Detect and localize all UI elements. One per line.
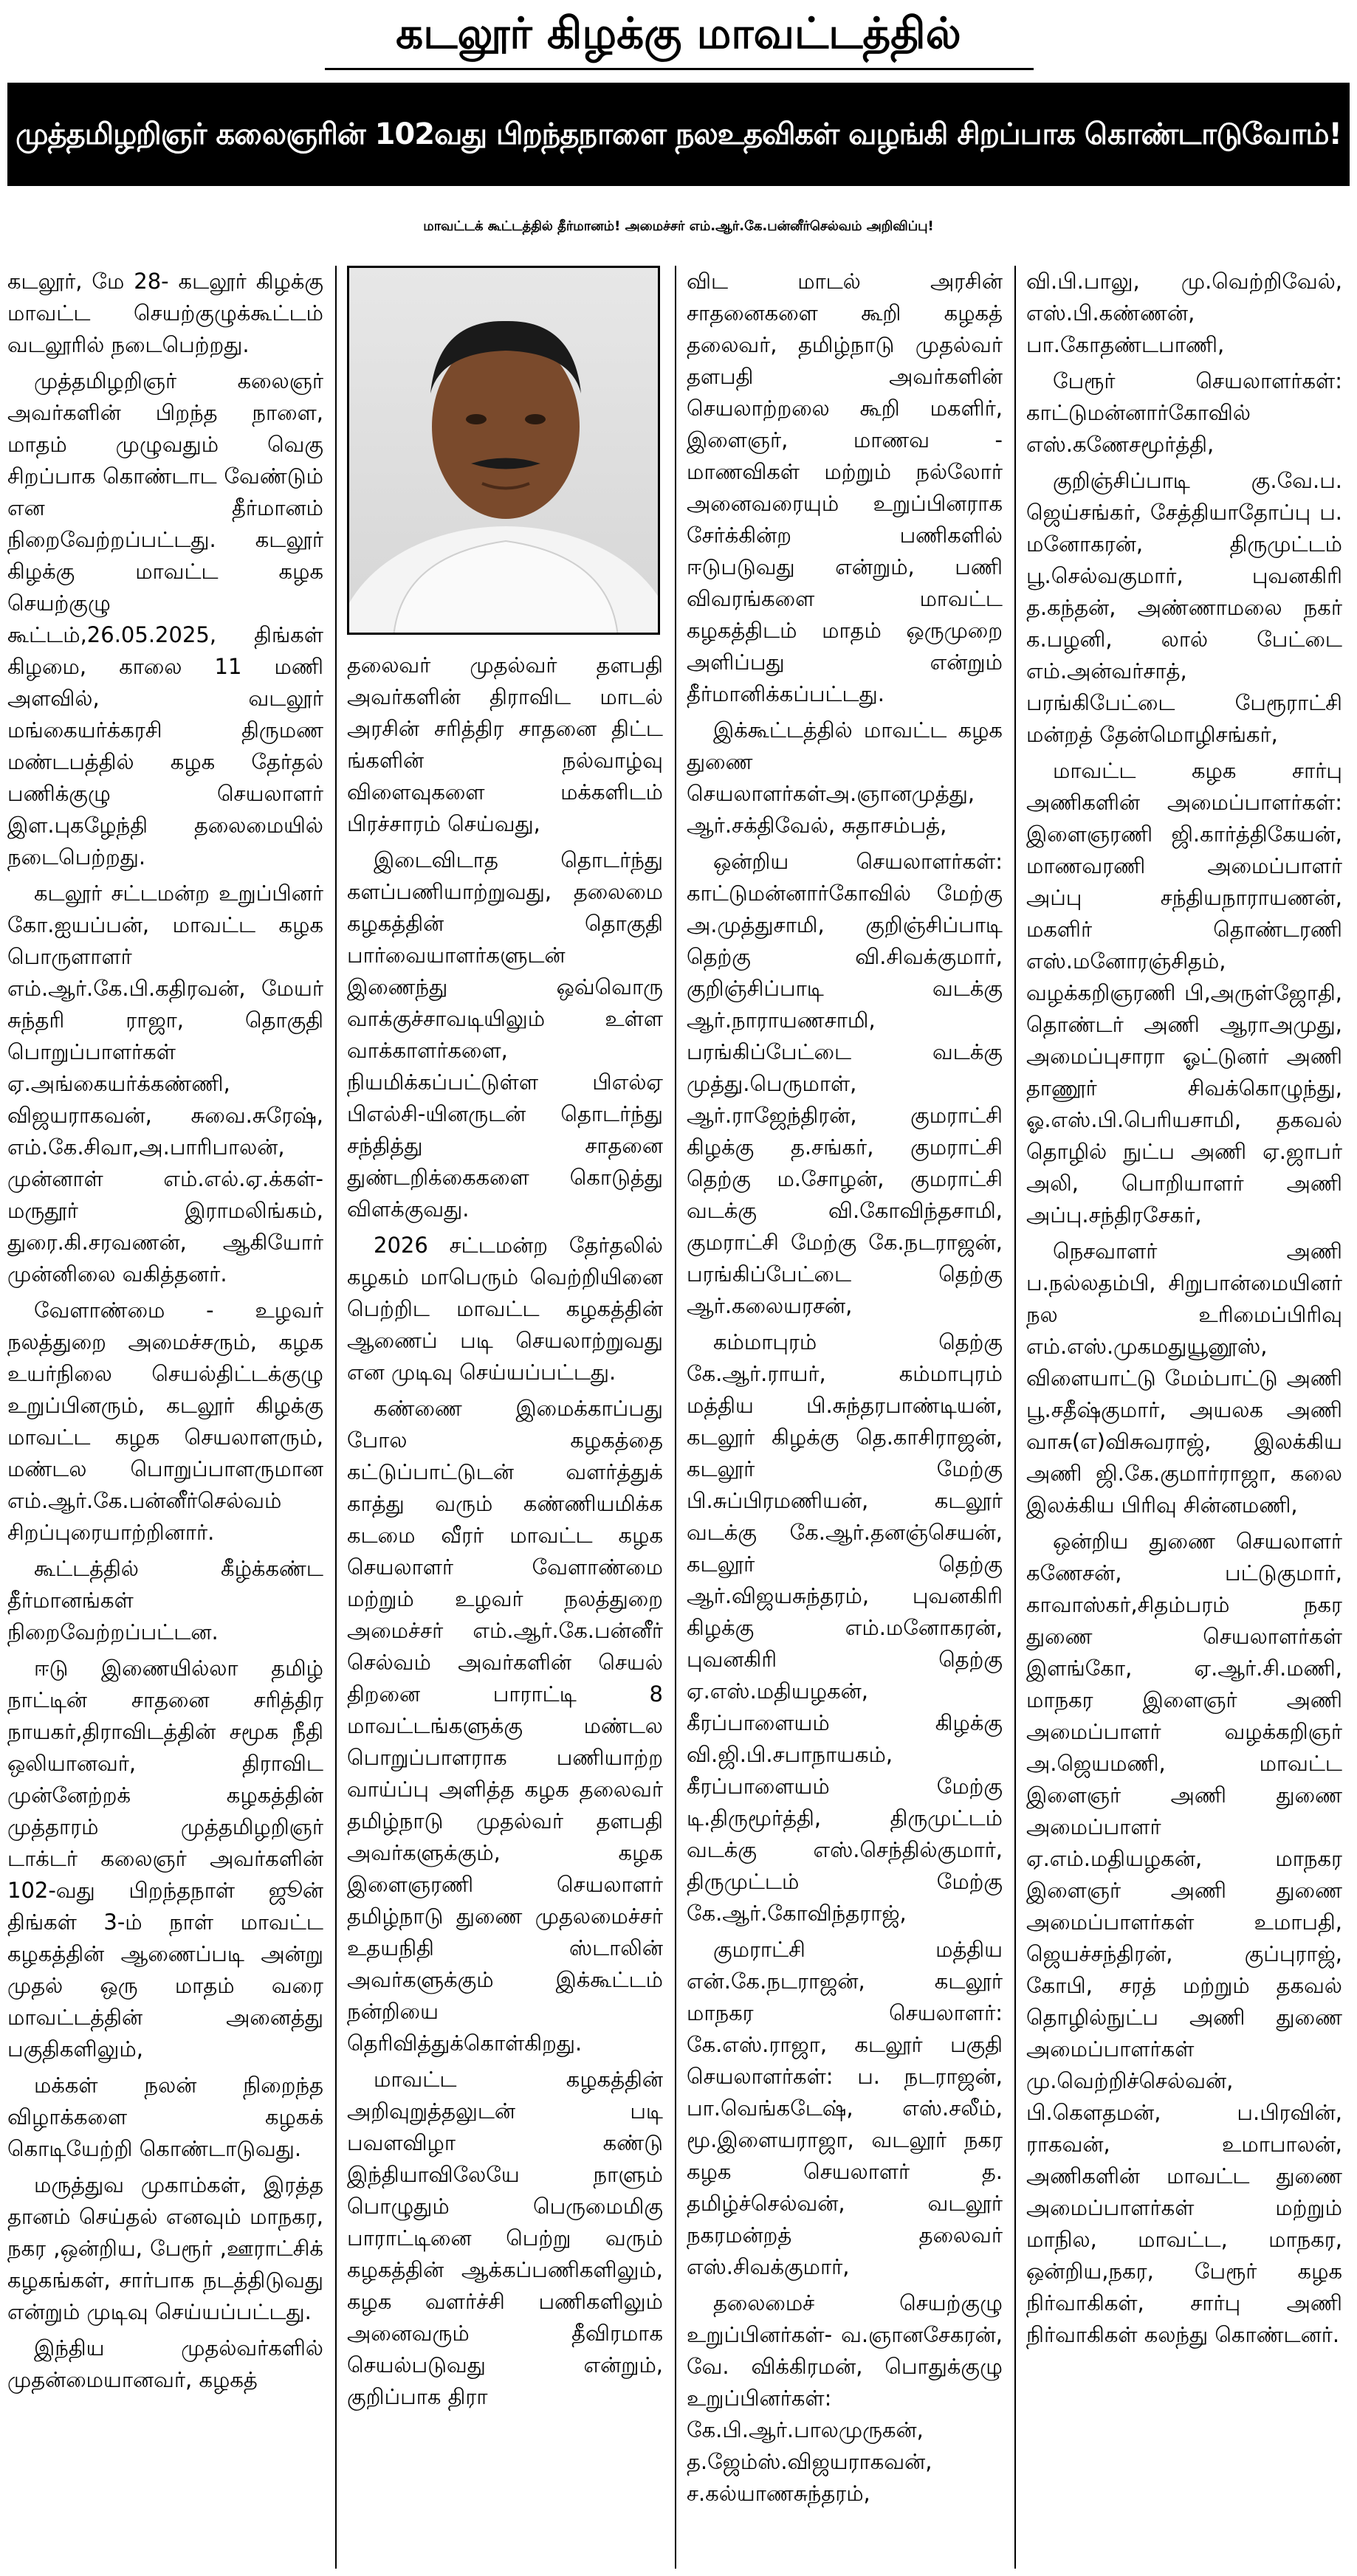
column-2 [347,266,663,2569]
paragraph: கண்ணை இமைக்காப்பது போல கழகத்தை கட்டுப்பாட்டுடன் வளர்த்துக் காத்து வரும் கண்ணியமிக்க கடமை வீரர் மாவட்ட கழக செயலாளர் வேளாண்மை மற்றும் உழவர் நலத்துறை அமைச்சர் எம்.ஆர்.கே.பன்னீர் செல்வம் அவர்களின் செயல் திறனை பாராட்டி 8 மாவட்டங்களுக்கு மண்டல பொறுப்பாளராக பணியாற்ற வாய்ப்பு அளித்த கழக தலைவர் தமிழ்நாடு முதல்வர் தளபதி அவர்களுக்கும், கழக இளைஞரணி செயலாளர் தமிழ்நாடு துணை முதலமைச்சர் உதயநிதி ஸ்டாலின் அவர்களுக்கும் இக்கூட்டம் நன்றியை தெரிவித்துக்கொள்கிறது. [347,1396,663,2056]
column-3 [687,266,1003,2569]
kicker-title: கடலூர் கிழக்கு மாவட்டத்தில் [396,8,961,58]
paragraph: இடைவிடாத தொடர்ந்து களப்பணியாற்றுவது, தலைமை கழகத்தின் தொகுதி பார்வையாளர்களுடன் இணைந்து ஒவ்வொரு வாக்குச்சாவடியிலும் உள்ள வாக்காளர்களை, நியமிக்கப்பட்டுள்ள பிஎல்ஏ பிஎல்சி-யினருடன் தொடர்ந்து சந்தித்து சாதனை துண்டறிக்கைகளை கொடுத்து விளக்குவது. [347,847,663,1222]
paragraph: தலைமைச் செயற்குழு உறுப்பினர்கள்- வ.ஞானசேகரன், வே. விக்கிரமன், பொதுக்குழு உறுப்பினர்கள்: கே.பி.ஆர்.பாலமுருகன், த.ஜேம்ஸ்.விஜயராகவன், ச.கல்யாணசுந்தரம், [687,2290,1003,2506]
paragraph: விட மாடல் அரசின் சாதனைகளை கூறி கழகத் தலைவர், தமிழ்நாடு முதல்வர் தளபதி அவர்களின் செயலாற்றலை கூறி மகளிர், இளைஞர், மாணவ - மாணவிகள் மற்றும் நல்லோர் அனைவரையும் உறுப்பினராக சேர்க்கின்ற பணிகளில் ஈடுபடுவது என்றும், பணி விவரங்களை மாவட்ட கழகத்திடம் மாதம் ஒருமுறை அளிப்பது என்றும் தீர்மானிக்கப்பட்டது. [687,269,1003,706]
paragraph: மக்கள் நலன் நிறைந்த விழாக்களை கழகக் கொடியேற்றி கொண்டாடுவது. [7,2073,323,2161]
paragraph: ஒன்றிய செயலாளர்கள்: காட்டுமன்னார்கோவில் மேற்கு அ.முத்துசாமி, குறிஞ்சிப்பாடி தெற்கு வி.சிவக்குமார், குறிஞ்சிப்பாடி வடக்கு ஆர்.நாராயணசாமி, பரங்கிப்பேட்டை வடக்கு முத்து.பெருமாள், ஆர்.ராஜேந்திரன், குமராட்சி கிழக்கு த.சங்கர், குமராட்சி தெற்கு ம.சோழன், குமராட்சி வடக்கு வி.கோவிந்தசாமி, குமராட்சி மேற்கு கே.நடராஜன், பரங்கிப்பேட்டை தெற்கு ஆர்.கலையரசன், [687,849,1003,1318]
paragraph: குமராட்சி மத்திய என்.கே.நடராஜன், கடலூர் மாநகர செயலாளர்: கே.எஸ்.ராஜா, கடலூர் பகுதி செயலாளர்கள்: ப. நடராஜன், பா.வெங்கடேஷ், எஸ்.சலீம், மூ.இளையராஜா, வடலூர் நகர கழக செயலாளர் த. தமிழ்ச்செல்வன், வடலூர் நகரமன்றத் தலைவர் எஸ்.சிவக்குமார், [687,1937,1003,2279]
sub-headline: மாவட்டக் கூட்டத்தில் தீர்மானம்! அமைச்சர் எம்.ஆர்.கே.பன்னீர்செல்வம் அறிவிப்பு! [423,218,934,234]
paragraph: கூட்டத்தில் கீழ்க்கண்ட தீர்மானங்கள் நிறைவேற்றப்பட்டன. [7,1556,323,1645]
paragraph: இந்திய முதல்வர்களில் முதன்மையானவர், கழகத் [7,2335,323,2392]
column-4 [1026,266,1342,2569]
paragraph: ஒன்றிய துணை செயலாளர் கணேசன், பட்டுகுமார், காவாஸ்கர்,சிதம்பரம் நகர துணை செயலாளர்கள் இளங்கோ, ஏ.ஆர்.சி.மணி, மாநகர இளைஞர் அணி அமைப்பாளர் வழக்கறிஞர் அ.ஜெயமணி, மாவட்ட இளைஞர் அணி துணை அமைப்பாளர் ஏ.எம்.மதியழகன், மாநகர இளைஞர் அணி துணை அமைப்பாளர்கள் உமாபதி, ஜெயச்சந்திரன், குப்புராஜ், கோபி, சரத் மற்றும் தகவல் தொழில்நுட்ப அணி துணை அமைப்பாளர்கள் மு.வெற்றிச்செல்வன், பி.கௌதமன், ப.பிரவின், ராகவன், உமாபாலன், அணிகளின் மாவட்ட துணை அமைப்பாளர்கள் மற்றும் மாநில, மாவட்ட, மாநகர, ஒன்றிய,நகர, பேரூர் கழக நிர்வாகிகள், சார்பு அணி நிர்வாகிகள் கலந்து கொண்டனர். [1026,1529,1342,2347]
paragraph: ஈடு இணையில்லா தமிழ் நாட்டின் சாதனை சரித்திர நாயகர்,திராவிடத்தின் சமூக நீதி ஒலியானவர், திராவிட முன்னேற்றக் கழகத்தின் முத்தாரம் முத்தமிழறிஞர் டாக்டர் கலைஞர் அவர்களின் 102-வது பிறந்தநாள் ஜூன் திங்கள் 3-ம் நாள் மாவட்ட கழகத்தின் ஆணைப்படி அன்று முதல் ஒரு மாதம் வரை மாவட்டத்தின் அனைத்து பகுதிகளிலும், [7,1656,323,2062]
paragraph: கம்மாபுரம் தெற்கு கே.ஆர்.ராயர், கம்மாபுரம் மத்திய பி.சுந்தரபாண்டியன், கடலூர் கிழக்கு தெ.காசிராஜன், கடலூர் மேற்கு பி.சுப்பிரமணியன், கடலூர் வடக்கு கே.ஆர்.தனஞ்செயன், கடலூர் தெற்கு ஆர்.விஜயசுந்தரம், புவனகிரி கிழக்கு எம்.மனோகரன், புவனகிரி தெற்கு ஏ.எஸ்.மதியழகன், கீரப்பாளையம் கிழக்கு வி.ஜி.பி.சபாநாயகம், கீரப்பாளையம் மேற்கு டி.திருமூர்த்தி, திருமுட்டம் வடக்கு எஸ்.செந்தில்குமார், திருமுட்டம் மேற்கு கே.ஆர்.கோவிந்தராஜ், [687,1329,1003,1926]
paragraph: கடலூர், மே 28- கடலூர் கிழக்கு மாவட்ட செயற்குழுக்கூட்டம் வடலூரில் நடைபெற்றது. [7,269,323,357]
paragraph: கடலூர் சட்டமன்ற உறுப்பினர் கோ.ஐயப்பன், மாவட்ட கழக பொருளாளர் எம்.ஆர்.கே.பி.கதிரவன், மேயர் சுந்தரி ராஜா, தொகுதி பொறுப்பாளர்கள் ஏ.அங்கையர்க்கண்ணி, விஜயராகவன், சுவை.சுரேஷ், எம்.கே.சிவா,அ.பாரிபாலன், முன்னாள் எம்.எல்.ஏ.க்கள்- மருதூர் இராமலிங்கம், துரை.கி.சரவணன், ஆகியோர் முன்னிலை வகித்தனர். [7,881,323,1287]
paragraph: வி.பி.பாலு, மு.வெற்றிவேல், எஸ்.பி.கண்ணன், பா.கோதண்டபாணி, [1026,269,1342,357]
masthead [0,0,1357,62]
minister-photo [347,266,660,635]
paragraph: மாவட்ட கழகத்தின் அறிவுறுத்தலுடன் படி பவளவிழா கண்டு இந்தியாவிலேயே நாளும் பொழுதும் பெருமைமிகு பாராட்டினை பெற்று வரும் கழகத்தின் ஆக்கப்பணிகளிலும், கழக வளர்ச்சி பணிகளிலும் அனைவரும் தீவிரமாக செயல்படுவது என்றும், குறிப்பாக திரா [347,2067,663,2409]
column-divider [1014,266,1016,2569]
paragraph: பேரூர் செயலாளர்கள்: காட்டுமன்னார்கோவில் எஸ்.கணேசமூர்த்தி, [1026,368,1342,457]
paragraph: மாவட்ட கழக சார்பு அணிகளின் அமைப்பாளர்கள்: இளைஞரணி ஜி.கார்த்திகேயன், மாணவரணி அமைப்பாளர் அப்பு சந்தியநாராயணன், மகளிர் தொண்டரணி எஸ்.மனோரஞ்சிதம், வழக்கறிஞரணி பி,அருள்ஜோதி, தொண்டர் அணி ஆராஅமுது, அமைப்புசாரா ஓட்டுனர் அணி தாணூர் சிவக்கொழுந்து, ஓ.எஸ்.பி.பெரியசாமி, தகவல் தொழில் நுட்ப அணி ஏ.ஜாபர் அலி, பொறியாளர் அணி அப்பு.சந்திரசேகர், [1026,758,1342,1227]
paragraph: வேளாண்மை - உழவர் நலத்துறை அமைச்சரும், கழக உயர்நிலை செயல்திட்டக்குழு உறுப்பினரும், கடலூர் கிழக்கு மாவட்ட கழக செயலாளரும், மண்டல பொறுப்பாளருமான எம்.ஆர்.கே.பன்னீர்செல்வம் சிறப்புரையாற்றினார். [7,1298,323,1545]
paragraph: மருத்துவ முகாம்கள், இரத்த தானம் செய்தல் எனவும் மாநகர, நகர ,ஒன்றிய, பேரூர் ,ஊராட்சிக் கழகங்கள், சார்பாக நடத்திடுவது என்றும் முடிவு செய்யப்பட்டது. [7,2172,323,2324]
article-body [7,266,1350,2569]
paragraph: குறிஞ்சிப்பாடி கு.வே.ப. ஜெய்சங்கர், சேத்தியாதோப்பு ப. மனோகரன், திருமுட்டம் பூ.செல்வகுமார், புவனகிரி த.கந்தன், அண்ணாமலை நகர் க.பழனி, லால் பேட்டை எம்.அன்வர்சாத், பரங்கிபேட்டை பேரூராட்சி மன்றத் தேன்மொழிசங்கர், [1026,468,1342,747]
column-divider [335,266,337,2569]
main-headline: முத்தமிழறிஞர் கலைஞரின் 102வது பிறந்தநாளை நலஉதவிகள் வழங்கி சிறப்பாக கொண்டாடுவோம்! [7,83,1350,186]
paragraph: 2026 சட்டமன்ற தேர்தலில் கழகம் மாபெரும் வெற்றியினை பெற்றிட மாவட்ட கழகத்தின் ஆணைப் படி செயலாற்றுவது என முடிவு செய்யப்பட்டது. [347,1233,663,1385]
column-1 [7,266,323,2569]
paragraph: முத்தமிழறிஞர் கலைஞர் அவர்களின் பிறந்த நாளை, மாதம் முழுவதும் வெகு சிறப்பாக கொண்டாட வேண்டும் என தீர்மானம் நிறைவேற்றப்பட்டது. கடலூர் கிழக்கு மாவட்ட கழக செயற்குழு கூட்டம்,26.05.2025, திங்கள் கிழமை, காலை 11 மணி அளவில், வடலூர் மங்கையர்க்கரசி திருமண மண்டபத்தில் கழக தேர்தல் பணிக்குழு செயலாளர் இள.புகழேந்தி தலைமையில் நடைபெற்றது. [7,368,323,869]
column-divider [675,266,676,2569]
paragraph: இக்கூட்டத்தில் மாவட்ட கழக துணை செயலாளர்கள்அ.ஞானமுத்து, ஆர்.சக்திவேல், சுதாசம்பத், [687,717,1003,838]
paragraph: நெசவாளர் அணி ப.நல்லதம்பி, சிறுபான்மையினர் நல உரிமைப்பிரிவு எம்.எஸ்.முகமதுயூனூஸ், விளையாட்டு மேம்பாட்டு அணி பூ.சதீஷ்குமார், அயலக அணி வாசு(எ)விசுவராஜ், இலக்கிய அணி ஜி.கே.குமார்ராஜா, கலை இலக்கிய பிரிவு சின்னமணி, [1026,1239,1342,1518]
paragraph: தலைவர் முதல்வர் தளபதி அவர்களின் திராவிட மாடல் அரசின் சரித்திர சாதனை திட்ட ங்களின் நல்வாழ்வு விளைவுகளை மக்களிடம் பிரச்சாரம் செய்வது, [347,652,663,836]
kicker-underline [325,68,1034,70]
